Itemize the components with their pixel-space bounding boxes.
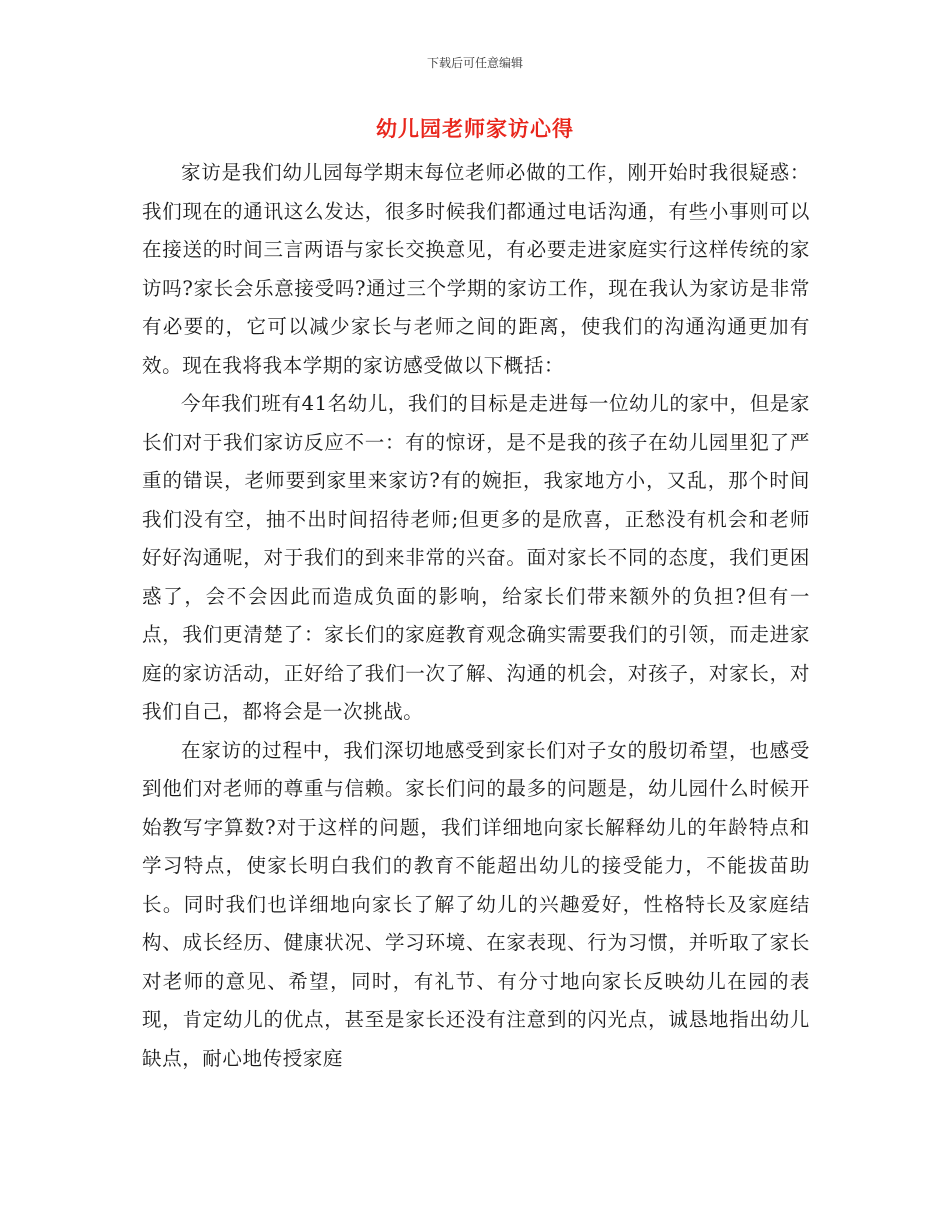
document-title: 幼儿园老师家访心得 <box>376 116 574 141</box>
page-header: 下载后可任意编辑 <box>426 56 523 70</box>
paragraph-3: 在家访的过程中，我们深切地感受到家长们对子女的殷切希望，也感受到他们对老师的尊重与信赖。家长们问的最多的问题是，幼儿园什么时候开始教写字算数?对于这样的问题，我们详细地向家长解释幼儿的年龄特点和学习特点，使家长明白我们的教育不能超出幼儿的接受能力，不能拔苗助长。同时我们也详细地向家长了解了幼儿的兴趣爱好，性格特长及家庭结构、成长经历、健康状况、学习环境、在家表现、行为习惯，并听取了家长对老师的意见、希望，同时，有礼节、有分寸地向家长反映幼儿在园的表现，肯定幼儿的优点，甚至是家长还没有注意到的闪光点，诚恳地指出幼儿缺点，耐心地传授家庭 <box>142 738 810 1070</box>
paragraph-2: 今年我们班有41名幼儿，我们的目标是走进每一位幼儿的家中，但是家长们对于我们家访反应不一：有的惊讶，是不是我的孩子在幼儿园里犯了严重的错误，老师要到家里来家访?有的婉拒，我家地方小，又乱，那个时间我们没有空，抽不出时间招待老师;但更多的是欣喜，正愁没有机会和老师好好沟通呢，对于我们的到来非常的兴奋。面对家长不同的态度，我们更困惑了，会不会因此而造成负面的影响，给家长们带来额外的负担?但有一点，我们更清楚了：家长们的家庭教育观念确实需要我们的引领，而走进家庭的家访活动，正好给了我们一次了解、沟通的机会，对孩子，对家长，对我们自己，都将会是一次挑战。 <box>142 392 811 723</box>
paragraph-1: 家访是我们幼儿园每学期末每位老师必做的工作，刚开始时我很疑惑：我们现在的通讯这么发达，很多时候我们都通过电话沟通，有些小事则可以在接送的时间三言两语与家长交换意见，有必要走进家庭实行这样传统的家访吗?家长会乐意接受吗?通过三个学期的家访工作，现在我认为家访是非常有必要的，它可以减少家长与老师之间的距离，使我们的沟通沟通更加有效。现在我将我本学期的家访感受做以下概括： <box>142 161 810 377</box>
document-body <box>142 154 810 1078</box>
